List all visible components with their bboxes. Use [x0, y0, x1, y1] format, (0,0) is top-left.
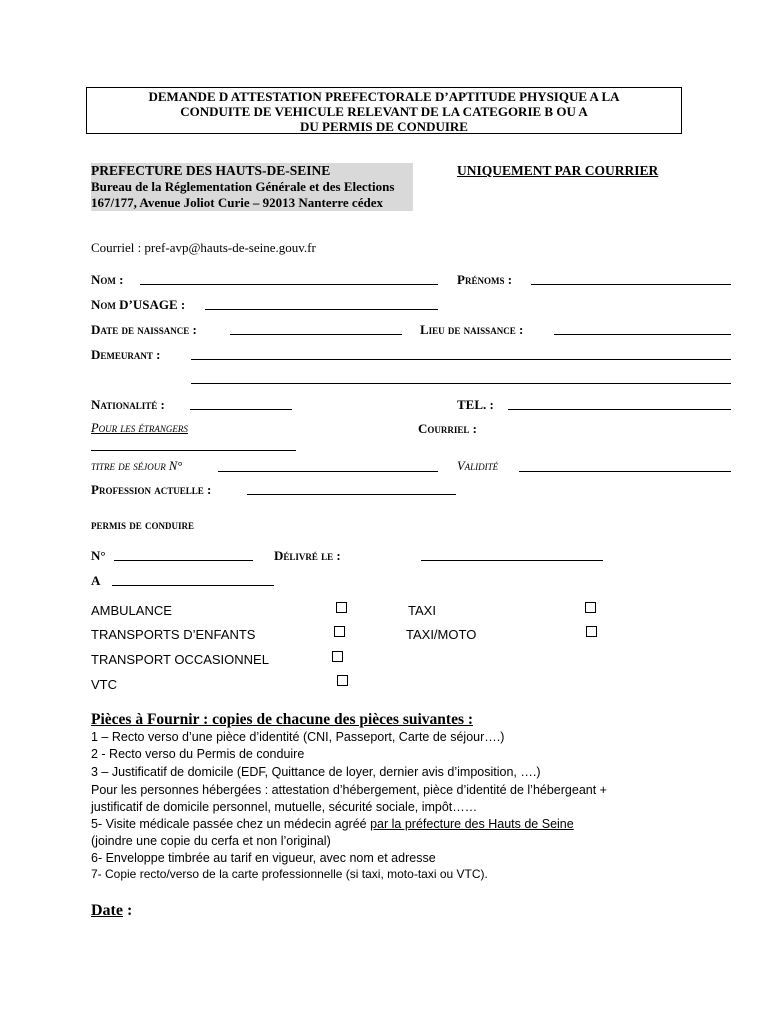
taxi-moto-checkbox[interactable]: [586, 626, 597, 637]
pieces-heading: Pièces à Fournir : copies de chacune des pièces suivantes :: [91, 711, 474, 728]
tel-label: TEL. :: [457, 397, 494, 412]
courriel-label: Courriel :: [418, 421, 477, 436]
nationalite-field[interactable]: [190, 409, 292, 410]
prefecture-address: 167/177, Avenue Joliot Curie – 92013 Nanterre cédex: [91, 195, 413, 211]
pieces-item-5a-text: 5- Visite médicale passée chez un médecin agréé: [91, 817, 371, 831]
validite-field[interactable]: [519, 471, 731, 472]
tel-field[interactable]: [508, 409, 731, 410]
nom-field[interactable]: [140, 284, 438, 285]
title-line-1: DEMANDE D ATTESTATION PREFECTORALE D’APTITUDE PHYSIQUE A LA: [148, 89, 620, 104]
date-naissance-field[interactable]: [230, 334, 402, 335]
pieces-item-1: 1 – Recto verso d’une pièce d’identité (CNI, Passeport, Carte de séjour….): [91, 730, 505, 744]
ambulance-checkbox[interactable]: [336, 602, 347, 613]
permis-numero-field[interactable]: [114, 560, 253, 561]
pieces-item-5a-underlined: par la préfecture des Hauts de Seine: [370, 817, 574, 831]
vtc-checkbox[interactable]: [337, 675, 348, 686]
contact-email: Courriel : pref-avp@hauts-de-seine.gouv.fr: [91, 240, 316, 255]
nationalite-label: Nationalité :: [91, 397, 165, 412]
demeurant-field-line-2[interactable]: [191, 383, 731, 384]
delivre-le-field[interactable]: [421, 560, 603, 561]
date-naissance-label: Date de naissance :: [91, 322, 197, 337]
prefecture-name: PREFECTURE DES HAUTS-DE-SEINE: [91, 163, 413, 179]
permis-heading: permis de conduire: [91, 517, 195, 532]
lieu-naissance-field[interactable]: [554, 334, 731, 335]
bureau-name: Bureau de la Réglementation Générale et des Elections: [91, 179, 413, 195]
pieces-item-5a: [91, 817, 574, 831]
date-label-colon: :: [122, 902, 133, 919]
title-line-2: CONDUITE DE VEHICULE RELEVANT DE LA CATEGORIE B OU A: [180, 104, 588, 119]
nom-usage-field[interactable]: [205, 309, 438, 310]
profession-field[interactable]: [247, 494, 456, 495]
prenoms-label: Prénoms :: [457, 272, 513, 287]
demeurant-field-line-1[interactable]: [191, 359, 731, 360]
pieces-item-2: 2 - Recto verso du Permis de conduire: [91, 747, 305, 761]
prenoms-field[interactable]: [531, 284, 731, 285]
validite-label: Validité: [457, 459, 499, 473]
titre-sejour-label: titre de séjour N°: [91, 459, 183, 473]
permis-lieu-label: A: [91, 573, 101, 588]
option-taxi-label: TAXI: [408, 603, 436, 618]
date-label: [91, 902, 132, 920]
taxi-checkbox[interactable]: [585, 602, 596, 613]
nom-usage-label: Nom D’USAGE :: [91, 297, 186, 312]
pour-etrangers-label: Pour les étrangers: [91, 421, 188, 435]
pieces-item-4b: justificatif de domicile personnel, mutuelle, sécurité sociale, impôt……: [91, 800, 478, 814]
pieces-item-5b: (joindre une copie du cerfa et non l’original): [91, 834, 331, 848]
pieces-item-7: 7- Copie recto/verso de la carte professionnelle (si taxi, moto-taxi ou VTC).: [91, 867, 488, 881]
option-transport-occasionnel-label: TRANSPORT OCCASIONNEL: [91, 652, 269, 667]
option-vtc-label: VTC: [91, 677, 117, 692]
option-ambulance-label: AMBULANCE: [91, 603, 172, 618]
titre-sejour-field[interactable]: [218, 471, 438, 472]
title-line-3: DU PERMIS DE CONDUIRE: [300, 119, 468, 134]
demeurant-label: Demeurant :: [91, 347, 161, 362]
courrier-only-notice: UNIQUEMENT PAR COURRIER: [457, 163, 659, 178]
pieces-item-6: 6- Enveloppe timbrée au tarif en vigueur, avec nom et adresse: [91, 851, 436, 865]
profession-label: Profession actuelle :: [91, 482, 212, 497]
document-title: [86, 87, 682, 134]
permis-numero-label: N°: [91, 548, 106, 563]
date-label-text: Date: [91, 902, 123, 919]
option-transports-enfants-label: TRANSPORTS D’ENFANTS: [91, 627, 256, 642]
permis-lieu-field[interactable]: [112, 585, 274, 586]
etrangers-field[interactable]: [91, 450, 296, 451]
pieces-item-3: 3 – Justificatif de domicile (EDF, Quittance de loyer, dernier avis d’imposition, ….): [91, 765, 541, 779]
transports-enfants-checkbox[interactable]: [334, 626, 345, 637]
lieu-naissance-label: Lieu de naissance :: [420, 322, 524, 337]
nom-label: Nom :: [91, 272, 124, 287]
pieces-item-4a: Pour les personnes hébergées : attestation d’hébergement, pièce d’identité de l’hébergeant +: [91, 783, 607, 797]
delivre-le-label: Délivré le :: [274, 548, 341, 563]
option-taxi-moto-label: TAXI/MOTO: [406, 627, 477, 642]
transport-occasionnel-checkbox[interactable]: [332, 651, 343, 662]
